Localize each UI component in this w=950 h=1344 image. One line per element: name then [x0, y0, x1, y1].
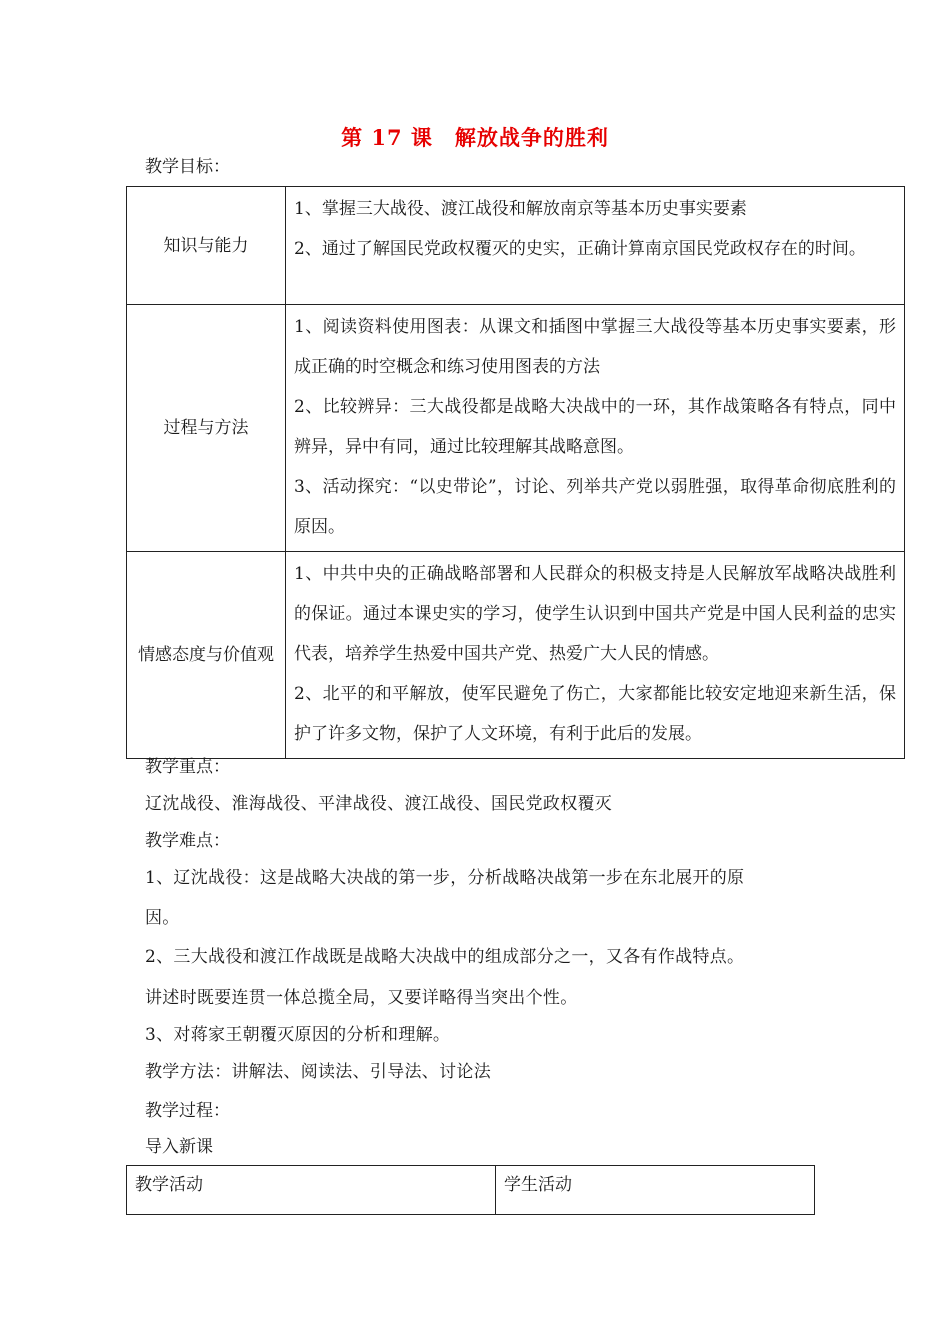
methods-text: 教学方法：讲解法、阅读法、引导法、讨论法 — [145, 1062, 491, 1082]
teacher-activity-header: 教学活动 — [127, 1166, 496, 1215]
list-item: 1、掌握三大战役、渡江战役和解放南京等基本历史事实要素 — [294, 199, 747, 219]
row-head-values: 情感态度与价值观 — [127, 552, 286, 759]
page-title: 第 17 课 解放战争的胜利 — [341, 125, 609, 150]
table-row — [127, 305, 905, 552]
objectives-label: 教学目标： — [145, 157, 230, 177]
difficulty-1-line1: 1、辽沈战役：这是战略大决战的第一步，分析战略决战第一步在东北展开的原 — [145, 868, 745, 888]
difficulty-1-line2: 因。 — [145, 908, 180, 928]
difficulty-3: 3、对蒋家王朝覆灭原因的分析和理解。 — [145, 1025, 451, 1045]
objectives-table — [126, 186, 905, 759]
list-item: 1、中共中央的正确战略部署和人民群众的积极支持是人民解放军战略决战胜利的保证。通过本课史实的学习，使学生认识到中国共产党是中国人民利益的忠实代表，培养学生热爱中国共产党、热爱广大人民的情感。 — [294, 564, 896, 664]
activity-table — [126, 1165, 815, 1215]
list-item: 2、北平的和平解放，使军民避免了伤亡，大家都能比较安定地迎来新生活，保护了许多文物，保护了人文环境，有利于此后的发展。 — [294, 684, 896, 744]
row-head-knowledge: 知识与能力 — [127, 187, 286, 305]
process-label: 教学过程： — [145, 1101, 230, 1121]
list-item: 2、比较辨异：三大战役都是战略大决战中的一环，其作战策略各有特点，同中辨异，异中有同，通过比较理解其战略意图。 — [294, 397, 896, 457]
difficulty-2-line1: 2、三大战役和渡江作战既是战略大决战中的组成部分之一，又各有作战特点。 — [145, 947, 745, 967]
row-body-knowledge — [286, 187, 905, 305]
key-points-label: 教学重点： — [145, 757, 230, 777]
student-activity-header: 学生活动 — [496, 1166, 815, 1215]
row-head-process: 过程与方法 — [127, 305, 286, 552]
key-points-text: 辽沈战役、淮海战役、平津战役、渡江战役、国民党政权覆灭 — [145, 794, 613, 814]
difficulty-2-line2: 讲述时既要连贯一体总揽全局，又要详略得当突出个性。 — [145, 988, 578, 1008]
intro-label: 导入新课 — [145, 1137, 213, 1157]
table-row — [127, 187, 905, 305]
row-body-values — [286, 552, 905, 759]
row-body-process — [286, 305, 905, 552]
list-item: 2、通过了解国民党政权覆灭的史实，正确计算南京国民党政权存在的时间。 — [294, 239, 866, 259]
table-row — [127, 552, 905, 759]
table-row — [127, 1166, 815, 1215]
difficulties-label: 教学难点： — [145, 831, 230, 851]
list-item: 1、阅读资料使用图表：从课文和插图中掌握三大战役等基本历史事实要素，形成正确的时空概念和练习使用图表的方法 — [294, 317, 896, 377]
list-item: 3、活动探究：“以史带论”，讨论、列举共产党以弱胜强，取得革命彻底胜利的原因。 — [294, 477, 896, 537]
